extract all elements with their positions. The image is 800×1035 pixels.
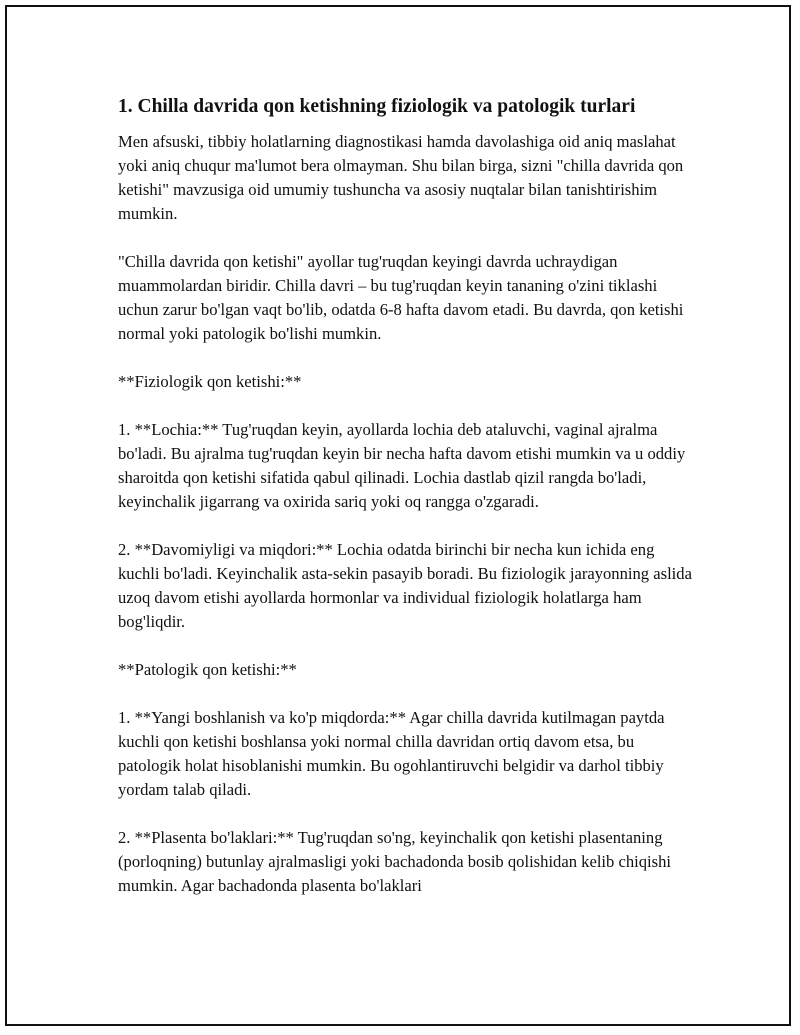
document-body [118, 94, 698, 922]
heading-physiological: **Fiziologik qon ketishi:** [118, 372, 302, 391]
paragraph-intro: Men afsuski, tibbiy holatlarning diagnostikasi hamda davolashiga oid aniq maslahat yoki aniq chuqur ma'lumot bera olmayman. Shu bilan birga, sizni "chilla davrida qon ketishi" mavzusiga oid umumiy tushuncha va asosiy nuqtalar bilan tanishtirishim mumkin. [118, 132, 684, 223]
paragraph-new-onset: 1. **Yangi boshlanish va ko'p miqdorda:** Agar chilla davrida kutilmagan paytda kuchli qon ketishi boshlansa yoki normal chilla davridan ortiq davom etsa, bu patologik holat hisoblanishi mumkin. Bu ogohlantiruvchi belgidir va darhol tibbiy yordam talab qiladi. [118, 708, 665, 799]
heading-pathological: **Patologik qon ketishi:** [118, 660, 297, 679]
paragraph-definition: "Chilla davrida qon ketishi" ayollar tug'ruqdan keyingi davrda uchraydigan muammolardan biridir. Chilla davri – bu tug'ruqdan keyin tananing o'zini tiklashi uchun zarur bo'lgan vaqt bo'lib, odatda 6-8 hafta davom etadi. Bu davrda, qon ketishi normal yoki patologik bo'lishi mumkin. [118, 252, 684, 343]
paragraph-placenta: 2. **Plasenta bo'laklari:** Tug'ruqdan so'ng, keyinchalik qon ketishi plasentaning (porloqning) butunlay ajralmasligi yoki bachadonda bosib qolishidan kelib chiqishi mumkin. Agar bachadonda plasenta bo'laklari [118, 828, 672, 895]
paragraph-lochia: 1. **Lochia:** Tug'ruqdan keyin, ayollarda lochia deb ataluvchi, vaginal ajralma bo'ladi. Bu ajralma tug'ruqdan keyin bir necha hafta davom etishi mumkin va u oddiy sharoitda qon ketishi sifatida qabul qilinadi. Lochia dastlab qizil rangda bo'ladi, keyinchalik jigarrang va oxirida sariq yoki oq rangga o'zgaradi. [118, 420, 686, 511]
paragraph-duration: 2. **Davomiyligi va miqdori:** Lochia odatda birinchi bir necha kun ichida eng kuchli bo'ladi. Keyinchalik asta-sekin pasayib boradi. Bu fiziologik jarayonning aslida uzoq davom etishi ayollarda hormonlar va individual fiziologik holatlarga ham bog'liqdir. [118, 540, 692, 631]
document-title: 1. Chilla davrida qon ketishning fiziologik va patologik turlari [118, 96, 636, 117]
